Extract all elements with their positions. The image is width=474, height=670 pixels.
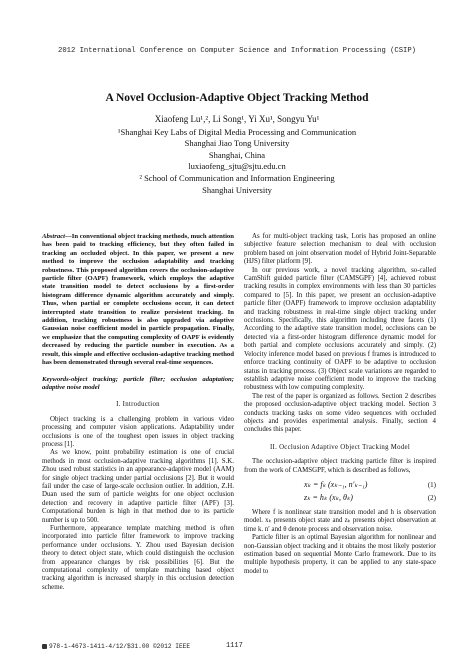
intro-paragraph-1: Object tracking is a challenging problem in various video processing and computer vision applications. Adaptability under occlusions is one of the toughest open issues in object tracking process [1]. <box>42 415 234 448</box>
equation-1 <box>244 479 436 492</box>
footer-isbn <box>42 643 190 650</box>
intro-paragraph-3: Furthermore, appearance template matching method is often incorporated into particle filter framework to improve tracking performance under occlusions. Y. Zhou used Bayesian decision theory to detect object state, which could distinguish the occlusion from appearance changes by risk possibilities [6]. But the computational complexity of template matching based object tracking algorithm is increased sharply in this occlusion detection scheme. <box>42 525 234 591</box>
affiliation-1-line-1: ¹Shanghai Key Labs of Digital Media Processing and Communication <box>117 126 357 137</box>
section-heading-model: II. Occlusion Adaptive Object Tracking Model <box>269 443 411 451</box>
section-heading-introduction: I. Introduction <box>116 401 160 409</box>
computer-society-icon <box>42 644 47 649</box>
abstract <box>42 233 234 368</box>
affiliation-2-line-2: Shanghai University <box>202 184 272 195</box>
paper-title: A Novel Occlusion-Adaptive Object Tracking Method <box>105 92 369 104</box>
equations <box>244 479 436 505</box>
equation-2-formula: zₖ = hₖ (xₖ, θₖ) <box>304 493 353 503</box>
affiliation-1-line-2: Shanghai Jiao Tong University <box>184 138 290 149</box>
footer-isbn-text: 978-1-4673-1411-4/12/$31.00 ©2012 IEEE <box>49 643 191 650</box>
left-column <box>42 233 234 592</box>
keywords-text: object tracking; particle filter; occlusion adaptation; adaptive noise model <box>42 375 234 391</box>
page-number: 1117 <box>226 642 243 650</box>
intro-paragraph-2: As we know, point probability estimation is one of crucial methods in most occlusion-adaptive tracking algorithms [1]. S.K. Zhou used robust statistics in an appearance-adaptive model (AAM) for single object tracking under partial occlusions [2]. But it would fail under the case of large-scale occlusion outlier. In addition, Z.H. Duan used the sum of particle weights for one object occlusion detection and recovery in adaptive particle filter (APF) [3]. Computational burden is high in that method due to its particle number is up to 500. <box>42 449 234 524</box>
right-paragraph-5: Where f is nonlinear state transition model and h is observation model. xₖ presents object state and zₖ presents object observation at time k. n′ and θ denote process and observation noise. <box>244 508 436 533</box>
keywords-lead: Keywords- <box>42 375 71 383</box>
right-paragraph-6: Particle filter is an optimal Bayesian algorithm for nonlinear and non-Gaussian object tracking and it obtains the most likely posterior estimation based on sequential Monte Carlo framework. Due to its multiple hypothesis property, it can be applied to any state-space model to <box>244 534 436 575</box>
equation-2 <box>244 492 436 505</box>
keywords <box>42 376 234 393</box>
right-paragraph-3: The rest of the paper is organized as follows. Section 2 describes the proposed occlusion-adaptive object tracking model. Section 3 conducts tracking tasks on some video sequences with occluded objects and provides experimental analysis. Finally, section 4 concludes this paper. <box>244 392 436 434</box>
affiliation-1-line-3: Shanghai, China <box>208 149 266 160</box>
author-email: luxiaofeng_sjtu@sjtu.edu.cn <box>188 161 286 172</box>
conference-header: 2012 International Conference on Computer Science and Information Processing (CSIP) <box>58 47 416 55</box>
author-block <box>0 114 474 196</box>
abstract-lead: Abstract <box>42 233 66 240</box>
abstract-text: —In conventional object tracking methods, much attention has been paid to tracking efficiency, but they often failed in tracking an occluded object. In this paper, we present a new method to improve the occlusion adaptability and tracking robustness. This proposed algorithm covers the occlusion-adaptive particle filter (OAPF) framework, which employs the adaptive state transition model to detect occlusions by a first-order histogram difference dynamic algorithm accurately and simply. Thus, when partial or complete occlusions occur, it can detect interrupted state transition to realize persistent tracking. In addition, tracking robustness is also upgraded via adaptive Gaussian noise coefficient model in particle propagation. Finally, we emphasize that the computing complexity of OAPF is evidently decreased by reducing the particle number in execution. As a result, this simple and effective occlusion-adaptive tracking method has been demonstrated through several real-time sequences. <box>42 233 234 367</box>
equation-1-formula: xₖ = fₖ (xₖ₋₁, n′ₖ₋₁) <box>304 480 368 490</box>
author-names: Xiaofeng Lu¹,², Li Song¹, Yi Xu¹, Songyu Yu¹ <box>154 114 320 124</box>
right-paragraph-4: The occlusion-adaptive object tracking particle filter is inspired from the work of CAMSGPF, which is described as follows, <box>244 458 436 474</box>
equation-2-number: (2) <box>427 494 436 503</box>
equation-1-number: (1) <box>427 481 436 490</box>
right-paragraph-1: As for multi-object tracking task, Loris has proposed an online subjective feature selection mechanism to deal with occlusion problem based on joint observation model of Hybrid Joint-Separable (HJS) filter platform [9]. <box>244 233 436 266</box>
affiliation-2-line-1: ² School of Communication and Information Engineering <box>139 172 335 183</box>
right-column <box>244 233 436 576</box>
right-paragraph-2: In our previous work, a novel tracking algorithm, so-called CamShift guided particle filter (CAMSGPF) [4], achieved robust tracking results in complex environments with less than 30 particles compared to [5]. In this paper, we present an occlusion-adaptive particle filter (OAPF) framework to improve occlusion adaptability and tracking robustness in real-time single object tracking under occlusions. Specifically, this algorithm including three facets (1) According to the adaptive state transition model, occlusions can be detected via a first-order histogram difference dynamic model for both partial and complete occlusions accurately and simply. (2) Velocity inference model based on previous f frames is introduced to enforce tracking continuity of OAPF to be adaptive to occlusion status in tracking process. (3) Object scale variations are regarded to establish adaptive noise coefficient model to improve the tracking robustness with low computing complexity. <box>244 266 436 392</box>
